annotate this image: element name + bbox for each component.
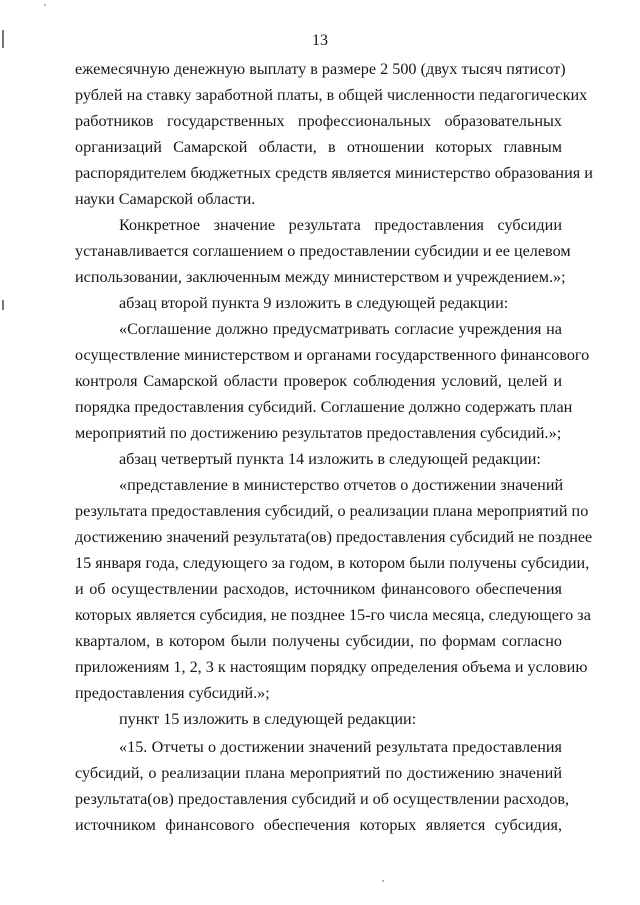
paragraph-reports-submission xyxy=(75,472,593,706)
scan-margin-mark xyxy=(2,30,4,48)
text-line: мероприятий по достижению результатов предоставления субсидий.»; xyxy=(75,424,562,442)
paragraph-amend-item-9 xyxy=(75,290,562,316)
text-line: ежемесячную денежную выплату в размере 2 500 (двух тысяч пятисот) xyxy=(75,60,566,78)
text-line: Конкретное значение результата предоставления субсидии xyxy=(119,216,562,234)
text-line: кварталом, в котором были получены субсидии, по формам согласно xyxy=(75,632,562,650)
page-number: 13 xyxy=(312,32,328,49)
paragraph-agreement xyxy=(75,316,590,446)
text-line: пункт 15 изложить в следующей редакции: xyxy=(119,710,417,728)
text-line: приложениям 1, 2, 3 к настоящим порядку определения объема и условию xyxy=(75,658,588,676)
text-line: абзац четвертый пункта 14 изложить в следующей редакции: xyxy=(119,450,541,468)
text-line: «представление в министерство отчетов о достижении значений xyxy=(119,476,564,494)
text-line: субсидий, о реализации плана мероприятий по достижению значений xyxy=(75,764,562,782)
text-line: работников государственных профессиональных образовательных xyxy=(75,112,562,130)
scan-speck xyxy=(382,880,384,882)
text-line: и об осуществлении расходов, источником финансового обеспечения xyxy=(75,580,562,598)
text-line: организаций Самарской области, в отношении которых главным xyxy=(75,138,562,156)
text-line: предоставления субсидий.»; xyxy=(75,684,270,702)
text-line: которых является субсидия, не позднее 15-го числа месяца, следующего за xyxy=(75,606,591,624)
text-line: результата предоставления субсидий, о реализации плана мероприятий по xyxy=(75,502,589,520)
text-line: абзац второй пункта 9 изложить в следующей редакции: xyxy=(119,294,509,312)
text-line: контроля Самарской области проверок соблюдения условий, целей и xyxy=(75,372,562,390)
text-line: распорядителем бюджетных средств является министерство образования и xyxy=(75,164,593,182)
text-line: устанавливается соглашением о предоставлении субсидии и ее целевом xyxy=(75,242,571,260)
text-line: достижению значений результата(ов) предоставления субсидий не позднее xyxy=(75,528,593,546)
text-line: осуществление министерством и органами государственного финансового xyxy=(75,346,590,364)
paragraph-result-value xyxy=(75,212,571,290)
text-line: 15 января года, следующего за годом, в котором были получены субсидии, xyxy=(75,554,590,572)
paragraph-salary-payment xyxy=(75,56,593,212)
text-line: использовании, заключенным между министерством и учреждением.»; xyxy=(75,268,566,286)
text-line: результата(ов) предоставления субсидий и об осуществлении расходов, xyxy=(75,790,570,808)
text-line: рублей на ставку заработной платы, в общей численности педагогических xyxy=(75,86,588,104)
text-line: науки Самарской области. xyxy=(75,190,256,208)
scan-speck xyxy=(44,4,46,6)
text-line: порядка предоставления субсидий. Соглашение должно содержать план xyxy=(75,398,573,416)
scan-margin-mark xyxy=(2,300,4,310)
paragraph-amend-item-15 xyxy=(75,706,562,732)
text-line: «Соглашение должно предусматривать согласие учреждения на xyxy=(119,320,562,338)
paragraph-item-15-text xyxy=(75,734,570,838)
text-line: источником финансового обеспечения которых является субсидия, xyxy=(75,816,562,834)
paragraph-amend-item-14 xyxy=(75,446,562,472)
text-line: «15. Отчеты о достижении значений результата предоставления xyxy=(119,738,562,756)
